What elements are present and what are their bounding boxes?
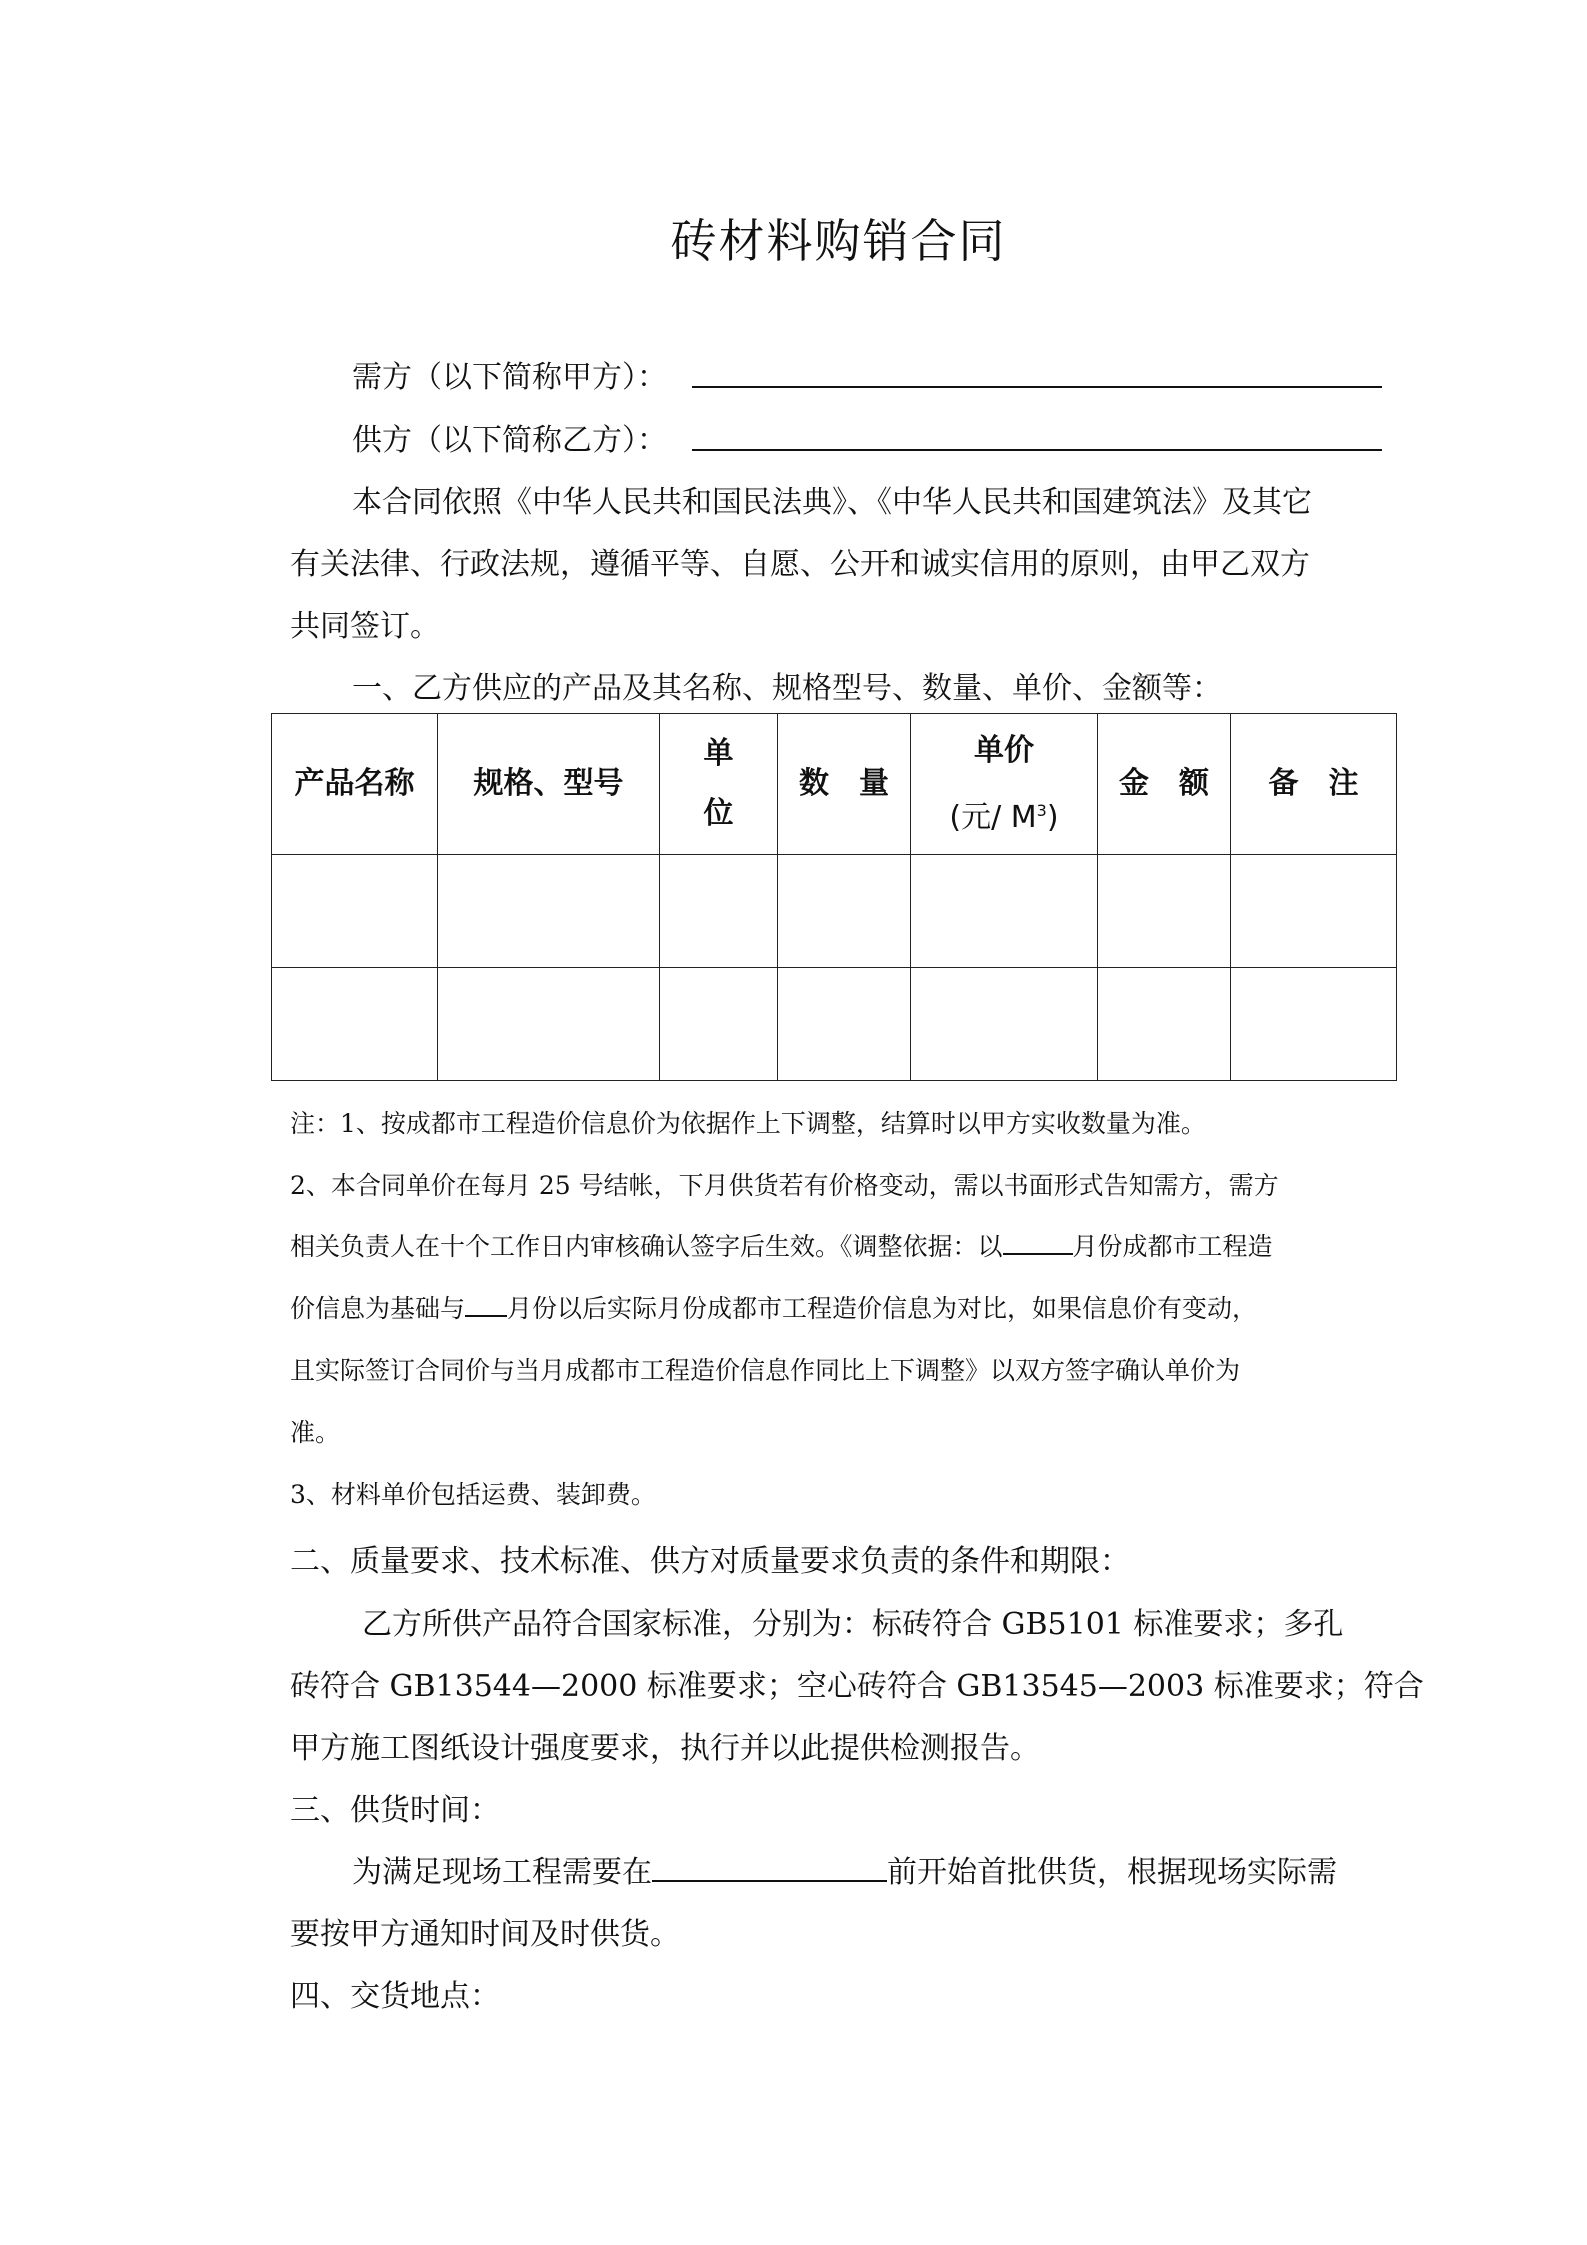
header-price-sup: 3: [1036, 800, 1047, 820]
section3-line-2: 要按甲方通知时间及时供货。: [290, 1917, 680, 1952]
section3-line-1: [352, 1847, 1442, 1891]
table-cell[interactable]: [660, 968, 778, 1081]
seller-label: 供方（以下简称乙方）：: [352, 423, 667, 458]
table-cell[interactable]: [1098, 855, 1231, 968]
intro-line-1: 本合同依照《中华人民共和国民法典》、《中华人民共和国建筑法》及其它: [352, 485, 1312, 520]
header-amount: 金 额: [1098, 714, 1231, 855]
table-cell[interactable]: [1231, 855, 1397, 968]
supply-date-blank[interactable]: [652, 1856, 887, 1882]
table-cell[interactable]: [778, 855, 911, 968]
table-cell[interactable]: [911, 855, 1098, 968]
section4-heading: 四、交货地点：: [290, 1979, 500, 2014]
header-remark: 备 注: [1231, 714, 1397, 855]
note-1: 注：1、按成都市工程造价信息价为依据作上下调整，结算时以甲方实收数量为准。: [290, 1109, 1206, 1138]
note-2-line-2a: 相关负责人在十个工作日内审核确认签字后生效。《调整依据：以: [290, 1232, 1003, 1261]
note-2-line-5: 准。: [290, 1418, 341, 1447]
note-2-line-2b: 月份成都市工程造: [1072, 1232, 1273, 1261]
document-title: 砖材料购销合同: [670, 214, 1007, 268]
header-unit: [660, 714, 778, 855]
header-unit-bottom: 位: [703, 796, 734, 831]
section3-line-1b: 前开始首批供货，根据现场实际需: [887, 1855, 1337, 1890]
table-cell[interactable]: [438, 968, 660, 1081]
table-cell[interactable]: [1098, 968, 1231, 1081]
header-price-unit: [911, 781, 1097, 848]
section1-heading: 一、乙方供应的产品及其名称、规格型号、数量、单价、金额等：: [352, 671, 1222, 706]
note-2-line-2: [290, 1227, 1273, 1263]
month-blank-1[interactable]: [1003, 1229, 1073, 1255]
section2-line-3: 甲方施工图纸设计强度要求，执行并以此提供检测报告。: [290, 1731, 1040, 1766]
table-cell[interactable]: [272, 855, 438, 968]
header-spec: 规格、型号: [438, 714, 660, 855]
section2-heading: 二、质量要求、技术标准、供方对质量要求负责的条件和期限：: [290, 1544, 1130, 1579]
table-cell[interactable]: [438, 855, 660, 968]
product-table: [271, 713, 1397, 1081]
intro-line-2: 有关法律、行政法规，遵循平等、自愿、公开和诚实信用的原则，由甲乙双方: [290, 547, 1310, 582]
table-cell[interactable]: [911, 968, 1098, 1081]
header-price-bottom: (元/ M: [949, 799, 1037, 835]
table-cell[interactable]: [272, 968, 438, 1081]
note-2-line-1: 2、本合同单价在每月 25 号结帐，下月供货若有价格变动，需以书面形式告知需方，需方: [290, 1171, 1279, 1200]
header-price-close: ): [1046, 799, 1059, 835]
header-price-top: 单价: [974, 732, 1034, 768]
note-3: 3、材料单价包括运费、装卸费。: [290, 1480, 656, 1509]
section3-heading: 三、供货时间：: [290, 1793, 500, 1828]
note-2-line-3a: 价信息为基础与: [290, 1294, 466, 1323]
section3-line-1a: 为满足现场工程需要在: [352, 1855, 652, 1890]
note-2-line-3b: 月份以后实际月份成都市工程造价信息为对比，如果信息价有变动，: [507, 1294, 1258, 1323]
table-cell[interactable]: [1231, 968, 1397, 1081]
table-row: [272, 855, 1397, 968]
buyer-blank-line: [692, 386, 1382, 388]
table-cell[interactable]: [778, 968, 911, 1081]
table-header-row: [272, 714, 1397, 855]
month-blank-2[interactable]: [465, 1291, 507, 1317]
header-product-name: 产品名称: [272, 714, 438, 855]
table-cell[interactable]: [660, 855, 778, 968]
note-2-line-3: [290, 1289, 1257, 1325]
table-row: [272, 968, 1397, 1081]
note-2-line-4: 且实际签订合同价与当月成都市工程造价信息作同比上下调整》以双方签字确认单价为: [290, 1356, 1241, 1385]
section2-line-1: 乙方所供产品符合国家标准，分别为：标砖符合 GB5101 标准要求；多孔: [362, 1607, 1344, 1642]
header-unit-price: [911, 714, 1098, 855]
header-quantity: 数 量: [778, 714, 911, 855]
intro-line-3: 共同签订。: [290, 609, 440, 644]
section2-line-2: 砖符合 GB13544—2000 标准要求；空心砖符合 GB13545—2003 标准要求；符合: [290, 1669, 1424, 1704]
seller-blank-line: [692, 449, 1382, 451]
buyer-label: 需方（以下简称甲方）：: [352, 360, 667, 395]
header-unit-top: 单: [703, 736, 734, 771]
